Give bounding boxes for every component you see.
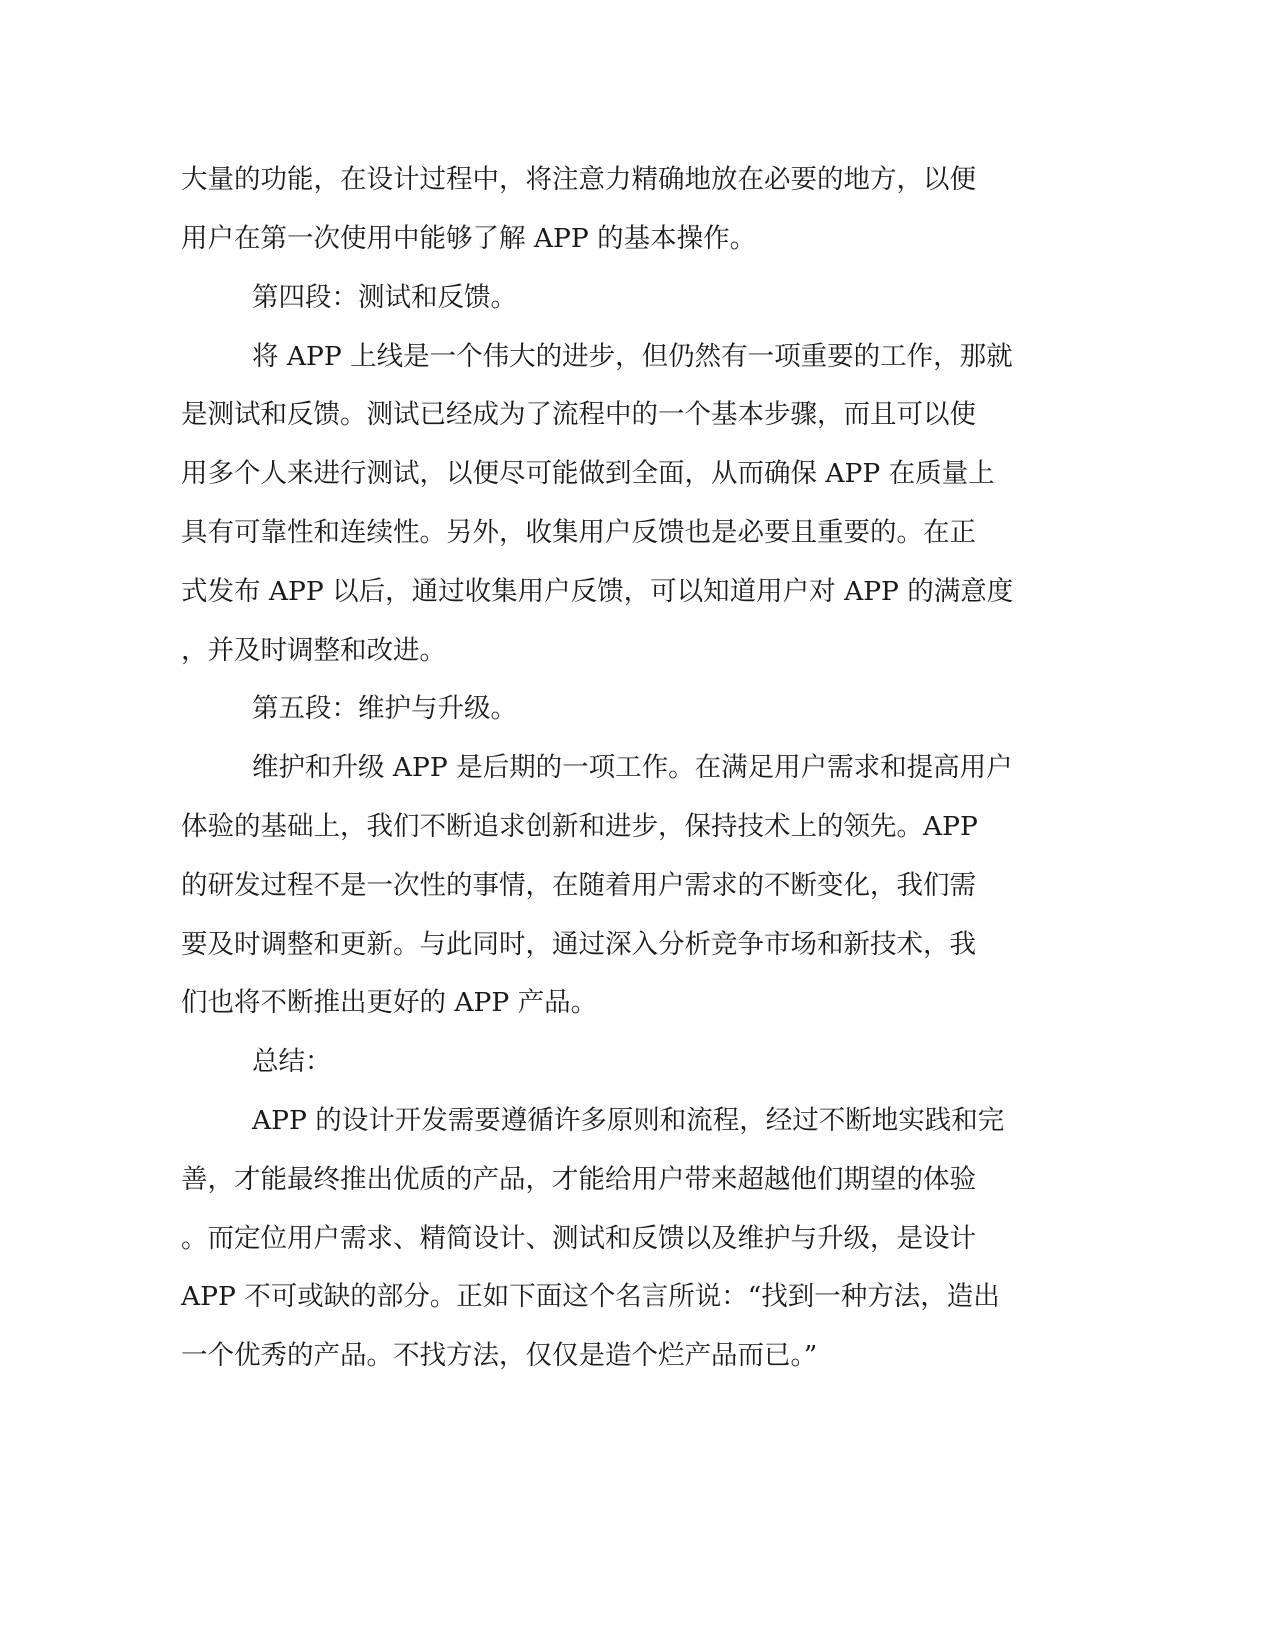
section-heading-4: 第四段：测试和反馈。 (252, 282, 517, 313)
text-line-12: 体验的基础上，我们不断追求创新和进步，保持技术上的领先。APP (181, 811, 978, 842)
text-line-13: 的研发过程不是一次性的事情，在随着用户需求的不断变化，我们需 (181, 870, 976, 901)
text-line-8: 式发布 APP 以后，通过收集用户反馈，可以知道用户对 APP 的满意度 (181, 576, 1014, 607)
text-line-9: ，并及时调整和改进。 (181, 635, 446, 666)
text-line-11: 维护和升级 APP 是后期的一项工作。在满足用户需求和提高用户 (252, 752, 1013, 783)
section-heading-5: 第五段：维护与升级。 (252, 693, 517, 724)
text-line-6: 用多个人来进行测试，以便尽可能做到全面，从而确保 APP 在质量上 (181, 458, 995, 489)
text-line-7: 具有可靠性和连续性。另外，收集用户反馈也是必要且重要的。在正 (181, 517, 976, 548)
text-line-2: 用户在第一次使用中能够了解 APP 的基本操作。 (181, 223, 757, 254)
section-heading-summary: 总结： (252, 1046, 332, 1077)
text-line-1: 大量的功能，在设计过程中，将注意力精确地放在必要的地方，以便 (181, 164, 976, 195)
text-line-20: APP 不可或缺的部分。正如下面这个名言所说：“找到一种方法，造出 (181, 1281, 1000, 1312)
text-line-19: 。而定位用户需求、精简设计、测试和反馈以及维护与升级，是设计 (181, 1223, 976, 1254)
text-line-17: APP 的设计开发需要遵循许多原则和流程，经过不断地实践和完 (252, 1105, 1005, 1136)
text-line-14: 要及时调整和更新。与此同时，通过深入分析竞争市场和新技术，我 (181, 929, 976, 960)
text-line-5: 是测试和反馈。测试已经成为了流程中的一个基本步骤，而且可以使 (181, 399, 976, 430)
text-line-21: 一个优秀的产品。不找方法，仅仅是造个烂产品而已。” (181, 1340, 818, 1371)
text-line-15: 们也将不断推出更好的 APP 产品。 (181, 987, 598, 1018)
text-line-4: 将 APP 上线是一个伟大的进步，但仍然有一项重要的工作，那就 (252, 341, 1013, 372)
text-line-18: 善，才能最终推出优质的产品，才能给用户带来超越他们期望的体验 (181, 1164, 976, 1195)
